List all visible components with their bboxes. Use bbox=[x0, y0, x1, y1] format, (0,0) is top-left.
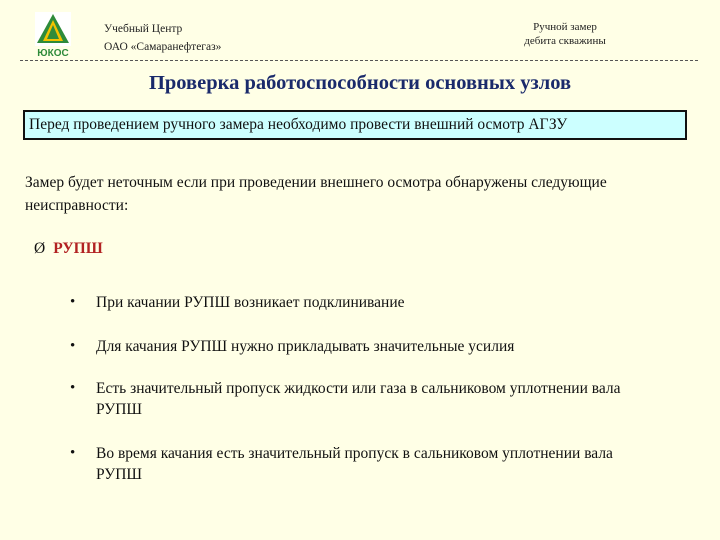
list-item bbox=[70, 292, 630, 313]
list-item-text: При качании РУПШ возникает подклинивание bbox=[96, 294, 405, 311]
section-heading bbox=[34, 240, 103, 258]
header-divider bbox=[20, 60, 698, 61]
subject-line-2: дебита скважины bbox=[524, 35, 606, 47]
subject-line-1: Ручной замер bbox=[533, 21, 597, 33]
organization-header bbox=[104, 20, 221, 56]
org-line-2: ОАО «Самаранефтегаз» bbox=[104, 41, 222, 53]
bullet-icon: • bbox=[70, 445, 76, 461]
bullet-icon: • bbox=[70, 294, 76, 310]
list-item-text: Во время качания есть значительный пропуск в сальниковом уплотнении вала РУПШ bbox=[96, 445, 613, 483]
yukos-logo bbox=[33, 10, 73, 58]
notice-box: Перед проведением ручного замера необходимо провести внешний осмотр АГЗУ bbox=[23, 110, 687, 140]
org-line-1: Учебный Центр bbox=[104, 23, 183, 35]
intro-paragraph: Замер будет неточным если при проведении внешнего осмотра обнаружены следующие неисправности: bbox=[25, 174, 607, 214]
list-item-text: Для качания РУПШ нужно прикладывать значительные усилия bbox=[96, 338, 515, 355]
list-item bbox=[70, 378, 630, 420]
list-item-text: Есть значительный пропуск жидкости или газа в сальниковом уплотнении вала РУПШ bbox=[96, 380, 621, 418]
yukos-logo-icon bbox=[33, 10, 73, 58]
arrow-bullet-icon: Ø bbox=[34, 240, 46, 257]
list-item bbox=[70, 443, 630, 485]
document-subject bbox=[505, 20, 625, 48]
list-item bbox=[70, 336, 630, 357]
bullet-icon: • bbox=[70, 338, 76, 354]
section-label: РУПШ bbox=[53, 240, 103, 257]
page-title: Проверка работоспособности основных узлов bbox=[148, 72, 572, 94]
bullet-icon: • bbox=[70, 380, 76, 396]
logo-text: ЮКОС bbox=[37, 48, 69, 58]
